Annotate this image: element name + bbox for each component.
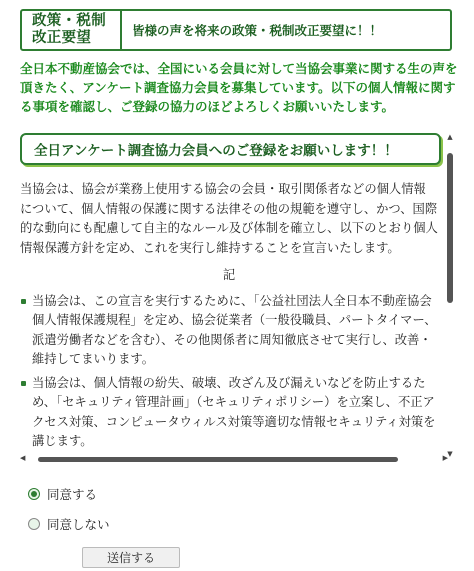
horizontal-scroll-thumb[interactable] [38, 457, 398, 462]
submit-button[interactable]: 送信する [82, 547, 180, 568]
policy-list [20, 292, 444, 455]
scroll-down-icon[interactable]: ▼ [447, 450, 453, 458]
scroll-up-icon[interactable]: ▲ [447, 133, 453, 141]
policy-ki: 記 [222, 268, 236, 282]
vertical-scrollbar[interactable] [446, 133, 454, 458]
header-title [22, 11, 122, 49]
scroll-left-icon[interactable]: ◀ [20, 454, 26, 462]
header-banner [20, 9, 452, 51]
disagree-radio[interactable] [28, 518, 40, 530]
vertical-scroll-thumb[interactable] [447, 153, 453, 303]
policy-lead: 当協会は、協会が業務上使用する協会の会員・取引関係者などの個人情報について、個人情報の保護に関する法律その他の規範を遵守し、かつ、国際的な動向にも配慮して自主的なルール及び体制を確立し、以下のとおり個人情報保護方針を定め、これを実行し維持することを宣言いたします。 [20, 182, 438, 255]
intro-text: 全日本不動産協会では、全国にいる会員に対して当協会事業に関する生の声を頂きたく、アンケート調査協力会員を募集しています。以下の個人情報に関する事項を確認し、ご登録の協力のほどよろしくお願いいたします。 [20, 61, 458, 114]
header-subtitle: 皆様の声を将来の政策・税制改正要望に！！ [132, 23, 383, 38]
agree-option[interactable] [28, 485, 97, 503]
disagree-label: 同意しない [47, 517, 110, 532]
horizontal-scrollbar[interactable] [20, 456, 448, 463]
list-item: 当協会は、個人情報の紛失、破壊、改ざん及び漏えいなどを防止するため、「セキュリティ管理計画」（セキュリティポリシー）を立案し、不正アクセス対策、コンピュータウィルス対策等適切な情報セキュリティ対策を講じます。 [20, 374, 438, 452]
header-title-line2: 改正要望 [32, 30, 92, 46]
agree-label: 同意する [47, 487, 98, 502]
scroll-right-icon[interactable]: ▶ [442, 454, 448, 462]
policy-scroll-area[interactable] [20, 180, 452, 454]
header-title-line1: 政策・税制 [32, 13, 106, 29]
disagree-option[interactable] [28, 515, 110, 533]
section-title: 全日アンケート調査協力会員へのご登録をお願いします！！ [20, 133, 441, 165]
agree-radio[interactable] [28, 488, 40, 500]
list-item: 当協会は、この宣言を実行するために、「公益社団法人全日本不動産協会 個人情報保護規程」を定め、協会従業者（一般役職員、パートタイマー、派遣労働者などを含む）、その他関係者に周知徹底させて実行し、改善・維持してまいります。 [20, 292, 438, 370]
privacy-policy-text [20, 180, 444, 454]
